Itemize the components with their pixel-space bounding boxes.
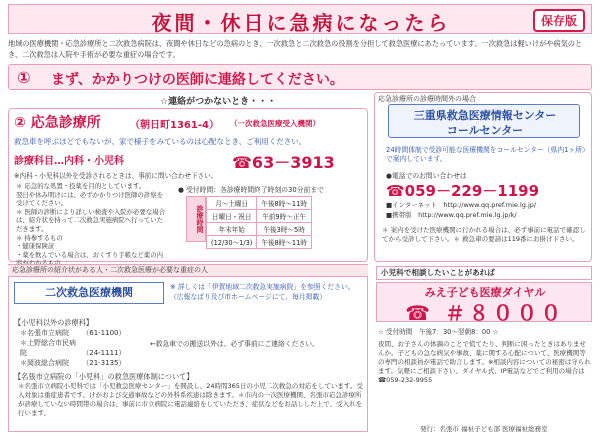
clinic-subtitle: （一次救急医療受入機関） [230, 119, 320, 128]
bullet-item: ＊ 応急的な処置・投薬を目的としています。 [16, 182, 146, 190]
secondary-note: ※ 詳しくは「伊賀地域二次救急実施病院」を参照ください。（広報なばり及び市ホームページにて、毎月掲載） [170, 283, 355, 301]
clinic-title: ② 応急診療所 [14, 115, 101, 131]
bullet-item: ＊ 医師の診断により詳しい検査や入院が必要な場合は、紹介状を持って二次救急実施病院へ行っていただきます。 [16, 207, 166, 233]
list-item: ＊岡波総合病院 （21-3135） [20, 359, 126, 367]
hospital-list-heading: 【小児科以外の診療科】 [14, 318, 94, 327]
info-center-caption: 応急診療所の診療時間外の場合 [378, 95, 476, 103]
list-item: ＊名張市立病院 （61-1100） [20, 329, 126, 337]
step1-number: ① [17, 68, 31, 87]
clinic-address: （朝日町1361-4） [130, 120, 219, 131]
page-title: 夜間・休日に急病になったら [151, 11, 451, 35]
intro-text: 地域の医療機関・応急診療所と二次救急病院は、夜間や休日などの急病のとき、一次救急と二次救急の役割を分担して救急医療にあたっています。一次救急は軽いけがや病気のとき、二次救急は入院や手術が必要な重症の場合です。 [8, 39, 583, 59]
info-center-subtitle: コールセンター [446, 124, 524, 137]
secondary-section-bar: 応急診療所の紹介状がある人・二次救急医療が必要な重症の人 [8, 264, 368, 276]
info-center-footnote: ＊ 案内を受けた医療機関に行かれる場合は、必ず事前に電話で確認してから受診して下さい。＊ 救急車の要請は119番にお掛け下さい。 [382, 226, 586, 243]
hospital-side-note: ←救急車での搬送以外は、必ず事前にご連絡ください。 [150, 340, 319, 348]
step1-text: まず、かかりつけの医師に連絡してください。 [51, 72, 344, 88]
pediatric-caption: 小児科で相談したいことがあれば [376, 266, 592, 280]
info-center-note: 24時間体制で受診可能な医療機関をコールセンター（県内1ヶ所）で案内しています。 [386, 146, 586, 163]
info-center-phone: ☎059－229－1199 [386, 182, 540, 200]
pediatric-hours: ☆ 受付時間 午後7：30～翌朝8：00 ☆ [378, 328, 499, 336]
hours-table [206, 196, 312, 249]
table-row: 日曜日・祝日 午前9時～正午 [207, 210, 312, 223]
table-row: 年末年始 午後3時～5時 [207, 223, 312, 236]
hours-title: ● 受付時間：各診療時間終了時刻の30分前まで [178, 186, 324, 194]
clinic-note: 救急車を呼ぶほどでもないが、家で様子をみているのは心配なとき、ご利用ください。 [14, 137, 307, 146]
clinic-small-note: ※内科・小児科以外を受診されるときは、事前に問い合わせ下さい。 [14, 172, 218, 180]
clinic-bullets [16, 182, 166, 268]
mobile-link[interactable]: ■携帯版 http://www.qq.pref.mie.lg.jp/k/ [386, 211, 517, 219]
hours-label: 診療時間 [186, 196, 206, 242]
bullet-item: 翌日や休み明けには、必ずかかりつけ医師の診察を受けてください。 [16, 190, 163, 208]
list-item: ＊上野総合市民病院 （24-1111） [20, 339, 126, 357]
info-center-title: 三重県救急医療情報センター [413, 109, 557, 122]
no-contact-label: ☆連絡がつかないとき・・・ [160, 97, 277, 107]
clinic-subjects: 診療科目…内科・小児科 [14, 156, 124, 167]
title-bar [8, 4, 592, 34]
info-center-phone-label: ●電話でのお問い合わせは [386, 172, 467, 180]
pediatric-system-body: ＊名張市立病院小児科では「小児救急医療センター」を開設し、24時間365日の小児二次救急の対応をしています。受入対象は重症患者です。けがおよび交通事故などの外科系疾患は除きます。＊市内の一次医療機関、名張市応急診療所が診療していない時間帯の場合は、事前に市立病院に電話連絡をしていただき、症状などをお話しした上で、受入れを行います。 [18, 382, 363, 417]
secondary-title: 二次救急医療機関 [14, 282, 164, 304]
save-badge: 保存版 [533, 9, 585, 32]
info-center-title-box [388, 104, 580, 138]
internet-link[interactable]: ■インターネット http://www.qq.pref.mie.lg.jp/ [386, 201, 537, 209]
bullet-item: ＊ 持参するもの [16, 233, 63, 242]
bullet-item: ・薬を飲んでいる場合は、おくすり手帳など薬の内 [16, 250, 163, 259]
step1-banner [8, 64, 592, 90]
pediatric-dial-box [376, 282, 592, 325]
table-row: (12/30～1/3) 午後8時～11時 [207, 236, 312, 249]
pediatric-text: 夜間、お子さんの体調のことで慌てたり、判断に困ったときはありませんか。子どもの急な病気や事故、薬に関する心配について、医療機関等の専門の相談員が電話で助言します。※相談内容についての秘密は守られます。気軽にご相談下さい。ダイヤル式、IP電話などでご利用の場合は ☎059-232-9955 [378, 340, 591, 384]
footer: 発行：名張市 福祉子ども部 医療福祉総務室 [420, 425, 548, 433]
info-center-links [386, 200, 586, 220]
pediatric-dial-number: ☎ ＃８０００ [405, 301, 565, 325]
hospital-list [20, 328, 125, 368]
clinic-phone: ☎63－3913 [232, 153, 335, 172]
pediatric-dial-title: みえ子ども医療ダイヤル [424, 286, 546, 299]
pediatric-system-heading: 【名張市立病院の「小児科」の救急医療体制について】 [14, 372, 194, 381]
table-row: 月～土曜日 午後8時～11時 [207, 197, 312, 210]
bullet-item: ・健康保険証 [16, 242, 55, 251]
